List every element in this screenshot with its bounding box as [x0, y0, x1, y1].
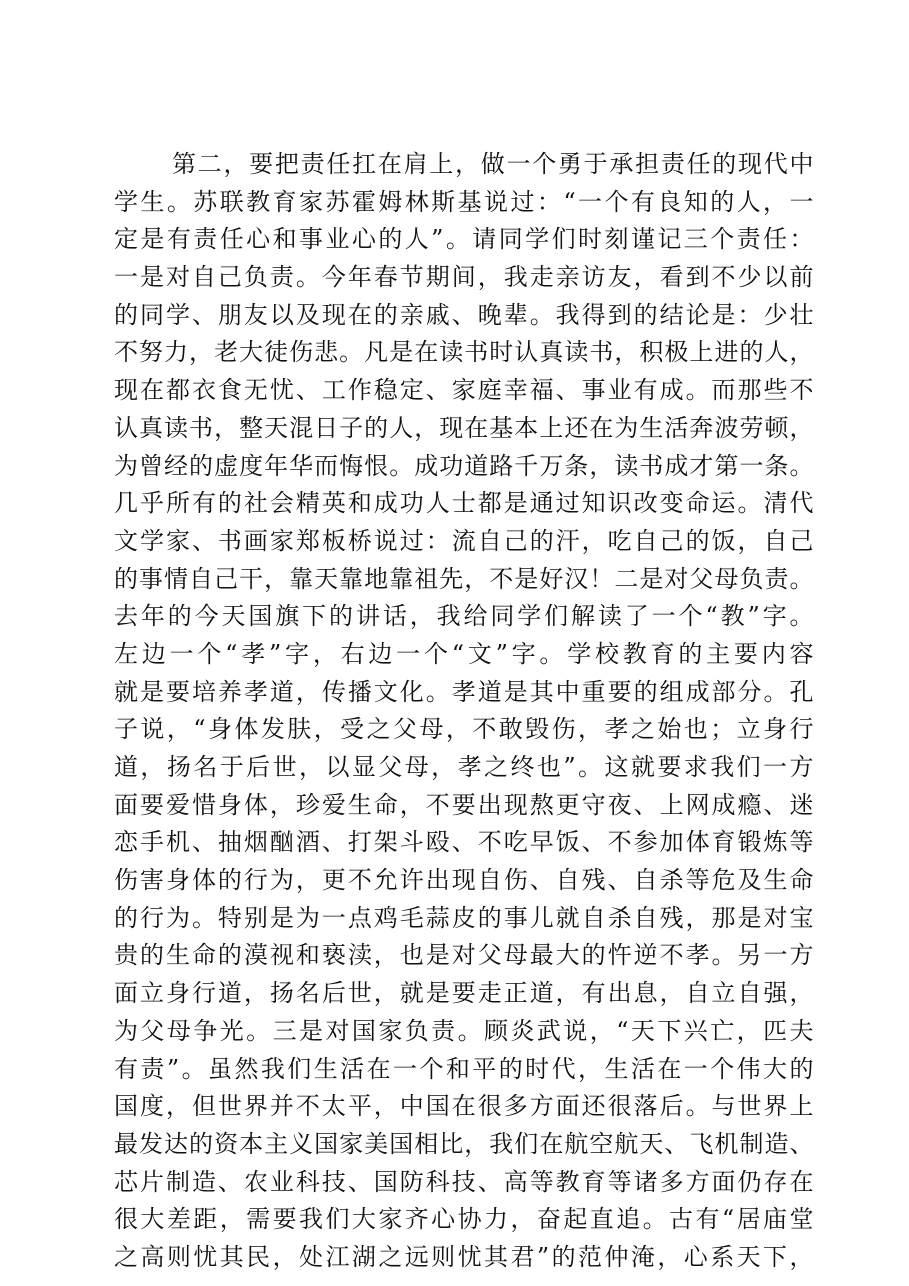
text-line: 的同学、朋友以及现在的亲戚、晚辈。我得到的结论是：少壮	[114, 300, 814, 329]
text-line: 的事情自己干，靠天靠地靠祖先，不是好汉！二是对父母负责。	[114, 564, 814, 593]
text-line: 芯片制造、农业科技、国防科技、高等教育等诸多方面仍存在	[114, 1167, 814, 1196]
text-line: 第二，要把责任扛在肩上，做一个勇于承担责任的现代中	[172, 150, 814, 178]
text-line: 恋手机、抽烟酗酒、打架斗殴、不吃早饭、不参加体育锻炼等	[114, 828, 814, 857]
text-line: 去年的今天国旗下的讲话，我给同学们解读了一个“教”字。	[114, 602, 814, 631]
text-line: 不努力，老大徒伤悲。凡是在读书时认真读书，积极上进的人，	[114, 338, 814, 367]
text-line: 几乎所有的社会精英和成功人士都是通过知识改变命运。清代	[114, 489, 814, 518]
text-line: 文学家、书画家郑板桥说过：流自己的汗，吃自己的饭，自己	[114, 526, 814, 555]
text-line: 很大差距，需要我们大家齐心协力，奋起直追。古有“居庙堂	[114, 1205, 814, 1234]
text-line: 面立身行道，扬名后世，就是要走正道，有出息，自立自强，	[114, 979, 814, 1008]
text-line: 就是要培养孝道，传播文化。孝道是其中重要的组成部分。孔	[114, 677, 814, 706]
body-paragraph	[114, 146, 814, 1277]
text-line: 认真读书，整天混日子的人，现在基本上还在为生活奔波劳顿，	[114, 413, 814, 442]
text-line: 左边一个“孝”字，右边一个“文”字。学校教育的主要内容	[114, 639, 814, 668]
text-line: 国度，但世界并不太平，中国在很多方面还很落后。与世界上	[114, 1092, 814, 1121]
text-line: 道，扬名于后世，以显父母，孝之终也”。这就要求我们一方	[114, 753, 814, 781]
text-line: 之高则忧其民，处江湖之远则忧其君”的范仲淹，心系天下，	[114, 1242, 814, 1271]
text-line: 现在都衣食无忧、工作稳定、家庭幸福、事业有成。而那些不	[114, 376, 814, 405]
text-line: 伤害身体的行为，更不允许出现自伤、自残、自杀等危及生命	[114, 866, 814, 895]
text-line: 一是对自己负责。今年春节期间，我走亲访友，看到不少以前	[114, 263, 814, 292]
text-line: 有责”。虽然我们生活在一个和平的时代，生活在一个伟大的	[114, 1054, 814, 1083]
text-line: 子说，“身体发肤，受之父母，不敢毁伤，孝之始也；立身行	[114, 715, 814, 744]
text-line: 最发达的资本主义国家美国相比，我们在航空航天、飞机制造、	[114, 1129, 814, 1158]
text-line: 为父母争光。三是对国家负责。顾炎武说，“天下兴亡，匹夫	[114, 1016, 814, 1045]
text-line: 学生。苏联教育家苏霍姆林斯基说过：“一个有良知的人，一	[114, 187, 814, 216]
text-line: 面要爱惜身体，珍爱生命，不要出现熬更守夜、上网成瘾、迷	[114, 790, 814, 819]
text-line: 贵的生命的漠视和亵渎，也是对父母最大的忤逆不孝。另一方	[114, 941, 814, 970]
text-line: 定是有责任心和事业心的人”。请同学们时刻谨记三个责任：	[114, 225, 814, 254]
text-line: 的行为。特别是为一点鸡毛蒜皮的事儿就自杀自残，那是对宝	[114, 903, 814, 932]
text-line: 为曾经的虚度年华而悔恨。成功道路千万条，读书成才第一条。	[114, 451, 814, 480]
